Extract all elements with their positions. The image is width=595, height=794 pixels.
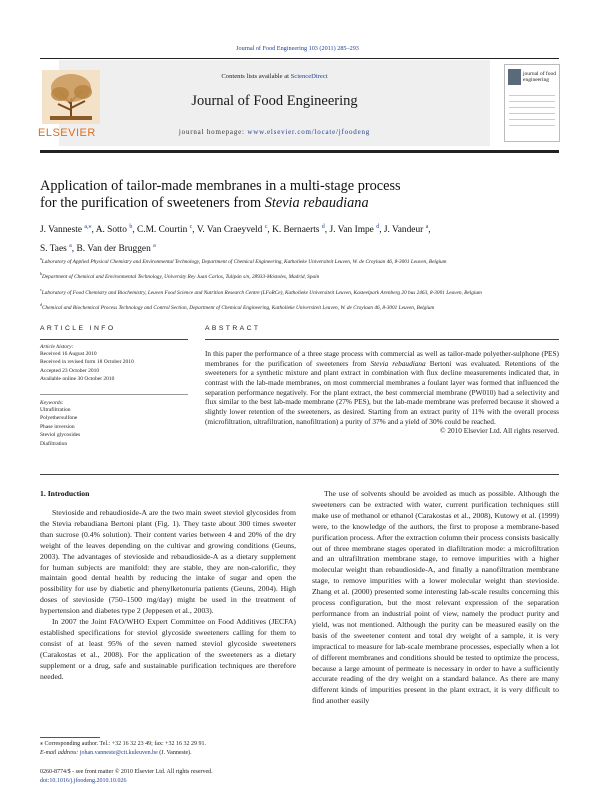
author-affil-sup[interactable]: c bbox=[264, 224, 268, 230]
paragraph: The use of solvents should be avoided as much as possible. Although the sweeteners can be extracted with water, current purification techniques still make use of methanol or ethanol (Carakostas et al., 2008), Kutowy et al. (1999) were, to the knowledge of the authors, the first to propose a membrane-based purification process. After the extraction column their process consists basically out of three membrane stages operated in diafiltration mode: a microfiltration and an ultrafiltration membrane stage, to remove impurities with a higher molecular weight than rebaudioside-A, and finally a nanofiltration membrane stage, to remove impurities with a lower molecular weight than stevioside. Zhang et al. (2000) presented some interesting lab-scale results concerning this process configuration, but the most relevant expression of the separation performance from an industrial point of view, namely the product purity and yield, was not mentioned. Although the purity can be measured easily on the basis of the sweetener content and total dry weight of a sample, it is very impractical to measure for lab-scale membrane processes, especially when a lot of different membranes and conditions should be tested to optimize the process, because a large amount of permeate is necessary in order to have a sufficiently accurate reading of the dry weight on a standard balance. As there are many different kinds of impurities present in the plant extract, it is very difficult to find another easily bbox=[312, 489, 559, 706]
abstract-body: In this paper the performance of a three stage process with commercial as well as tailor-made polyether-sulphone (PES) membranes for the purification of sweeteners from Stevia rebaudiana Bertoni was evaluated. Retentions of the sweeteners for a synthetic mixture and plant extract in combination with flux decline measurements indicated that, in contrast with the lab-made membranes, on most commercial membranes a foulant layer was formed that influenced the separation performance negatively. For the plant extract, the best commercial membrane (PW010) had a selectivity and flux similar to the best lab-made membrane (27% PES), but the lab-made membrane was preferred because it showed a slightly lower retention of the sweeteners, as desired. Starting from an extract purity of 11% with the overall process (microfiltration, ultrafiltration, nanofiltration) a purity of 37% and a yield of 30% could be reached. © 2010 Elsevier Ltd. All rights reserved. bbox=[205, 349, 559, 436]
history-label: Article history: bbox=[40, 344, 74, 350]
left-column bbox=[40, 508, 296, 683]
author[interactable]: K. Bernaerts bbox=[272, 225, 320, 236]
header-bottom-rule bbox=[40, 150, 559, 153]
author[interactable]: C.M. Courtin bbox=[137, 225, 188, 236]
keyword: Steviol glycosides bbox=[40, 432, 81, 439]
keywords-label: Keywords: bbox=[40, 400, 64, 406]
article-info-heading: ARTICLE INFO bbox=[40, 325, 116, 332]
article-info-rule bbox=[40, 339, 188, 340]
journal-citation: Journal of Food Engineering 103 (2011) 285–293 bbox=[236, 45, 359, 52]
keyword: Ultrafiltration bbox=[40, 407, 71, 413]
corresponding-author: ⁎ Corresponding author. Tel.: +32 16 32 23 49; fax: +32 16 32 29 91. bbox=[40, 741, 207, 747]
email-line: E-mail address: johan.vanneste@cit.kuleuven.be (J. Vanneste). bbox=[40, 750, 192, 756]
footnote-rule bbox=[40, 737, 100, 738]
author[interactable]: S. Taes bbox=[40, 244, 67, 255]
author[interactable]: A. Sotto bbox=[95, 225, 127, 236]
author[interactable]: V. Van Craeyveld bbox=[196, 225, 263, 236]
history-item: Received 16 August 2010 bbox=[40, 351, 97, 357]
cover-title: journal of food engineering bbox=[523, 71, 556, 83]
contents-prefix: Contents lists available at bbox=[221, 73, 291, 80]
email-link[interactable]: johan.vanneste@cit.kuleuven.be bbox=[79, 750, 158, 756]
keyword: Polyethersulfone bbox=[40, 415, 78, 422]
front-matter bbox=[40, 768, 340, 786]
author[interactable]: J. Vanneste bbox=[40, 225, 83, 236]
paragraph: Stevioside and rebaudioside-A are the two main sweet steviol glycosides from the Stevia rebaudiana Bertoni plant (Fig. 1). They taste about 300 times sweeter than sucrose (0.4% solution). Their content varies between 4 and 20% of the dry weight of the leaves depending on the cultivar and growing conditions (Geuns, 2003). The advantages of stevioside and rebaudioside-A as a dietary supplement for human subjects are manifold: they are stable, they are non-calorific, they maintain good dental health by reducing the intake of sugar and open the possibility for use by diabetic and phenylketonuria patients (Geuns, 2004). High doses of stevioside (750–1500 mg/day) might be used in the treatment of hypertension and diabetes type 2 (Jeppesen et al., 2003). bbox=[40, 508, 296, 616]
author-affil-sup[interactable]: a,⁎ bbox=[84, 224, 92, 230]
author[interactable]: J. Vandeur bbox=[383, 225, 424, 236]
author-affil-sup[interactable]: d bbox=[376, 224, 380, 230]
history-item: Available online 30 October 2010 bbox=[40, 376, 115, 383]
author[interactable]: B. Van der Bruggen bbox=[76, 244, 151, 255]
abstract-heading: ABSTRACT bbox=[205, 325, 261, 332]
author-affil-sup[interactable]: d bbox=[321, 224, 325, 230]
title-species: Stevia rebaudiana bbox=[264, 195, 369, 211]
keywords bbox=[40, 400, 190, 448]
author-affil-sup[interactable]: b bbox=[129, 224, 133, 230]
abstract-bottom-rule bbox=[40, 474, 559, 475]
footnotes bbox=[40, 740, 296, 758]
affiliations bbox=[40, 253, 560, 314]
author-affil-sup[interactable]: a bbox=[153, 243, 156, 250]
issn-line: 0260-8774/$ - see front matter © 2010 Elsevier Ltd. All rights reserved. bbox=[40, 769, 213, 775]
right-column bbox=[312, 489, 559, 707]
history-item: Received in revised form 18 October 2010 bbox=[40, 359, 134, 366]
author-list: J. Vanneste $^{a,⁎}$, A. Sotto $^b$, C.M. Courtin $^c$, V. Van Craeyveld $^c$, K. Bernaerts $^d$, J. Van Impe $^d$, J. Vandeur $^a$, S. Taes $^a$, B. Van der Bruggen $^a$ bbox=[40, 224, 431, 255]
history-item: Accepted 23 October 2010 bbox=[40, 367, 100, 374]
paragraph: In 2007 the Joint FAO/WHO Expert Committee on Food Additives (JECFA) established specifications for steviol glycoside sweeteners calling for them to consist of at least 95% of the seven named steviol glycoside sweeteners (Carakostas et al., 2008). For the application of the sweeteners as a dietary supplement or a drug, safe and sustainable purification techniques are therefore needed. bbox=[40, 617, 296, 681]
keywords-rule bbox=[40, 394, 188, 395]
affiliation: $^a$Laboratory of Applied Physical Chemistry and Environmental Technology, Department of Chemical Engineering, Katholieke Universiteit Leuven, W. de Croylaan 46, 8-3001 Leuven, Belgium bbox=[40, 256, 447, 265]
abstract-copyright: © 2010 Elsevier Ltd. All rights reserved. bbox=[439, 426, 559, 436]
author-affil-sup[interactable]: a bbox=[69, 243, 72, 250]
title-line-2-text: for the purification of sweeteners from bbox=[40, 195, 265, 211]
title-line-2 bbox=[40, 195, 540, 212]
elsevier-wordmark: ELSEVIER bbox=[38, 127, 96, 139]
author[interactable]: J. Van Impe bbox=[329, 225, 374, 236]
title-line-1: Application of tailor-made membranes in a multi-stage process bbox=[40, 178, 401, 194]
homepage-url[interactable]: www.elsevier.com/locate/jfoodeng bbox=[247, 128, 371, 136]
journal-homepage bbox=[59, 128, 490, 136]
keyword: Phase inversion bbox=[40, 423, 75, 430]
article-title bbox=[40, 178, 540, 212]
journal-title: Journal of Food Engineering bbox=[191, 93, 358, 109]
affiliation: $^b$Department of Chemical and Environmental Technology, University Rey Juan Carlos, Tulipán s/n, 28933-Móstoles, Madrid, Spain bbox=[40, 271, 320, 281]
article-history bbox=[40, 344, 190, 384]
doi-link[interactable]: doi:10.1016/j.jfoodeng.2010.10.026 bbox=[40, 778, 127, 784]
keyword: Diafiltration bbox=[40, 440, 68, 447]
homepage-prefix: journal homepage: bbox=[178, 128, 248, 136]
affiliation: $^d$Chemical and Biochemical Process Technology and Control Section, Department of Chemical Engineering, Katholieke Universiteit Leuven, W. de Croylaan 46, 8-3001 Leuven, Belgium bbox=[40, 302, 435, 311]
author-affil-sup[interactable]: c bbox=[189, 224, 193, 230]
cover-image bbox=[508, 69, 521, 85]
header-top-rule bbox=[40, 58, 559, 59]
sciencedirect-link[interactable]: ScienceDirect bbox=[290, 73, 328, 80]
abstract-rule bbox=[205, 339, 559, 340]
journal-cover-thumbnail bbox=[504, 64, 560, 142]
contents-line bbox=[59, 73, 490, 80]
affiliation: $^c$Laboratory of Food Chemistry and Biochemistry, Leuven Food Science and Nutrition Research Centre (LFoRCe), Katholieke Universiteit Leuven, Kasteelpark Arenberg 20 bus 2463, 8-3001 Leuven, Belgium bbox=[40, 286, 482, 296]
section-heading-introduction: 1. Introduction bbox=[40, 489, 90, 498]
author-affil-sup[interactable]: a bbox=[425, 224, 429, 230]
